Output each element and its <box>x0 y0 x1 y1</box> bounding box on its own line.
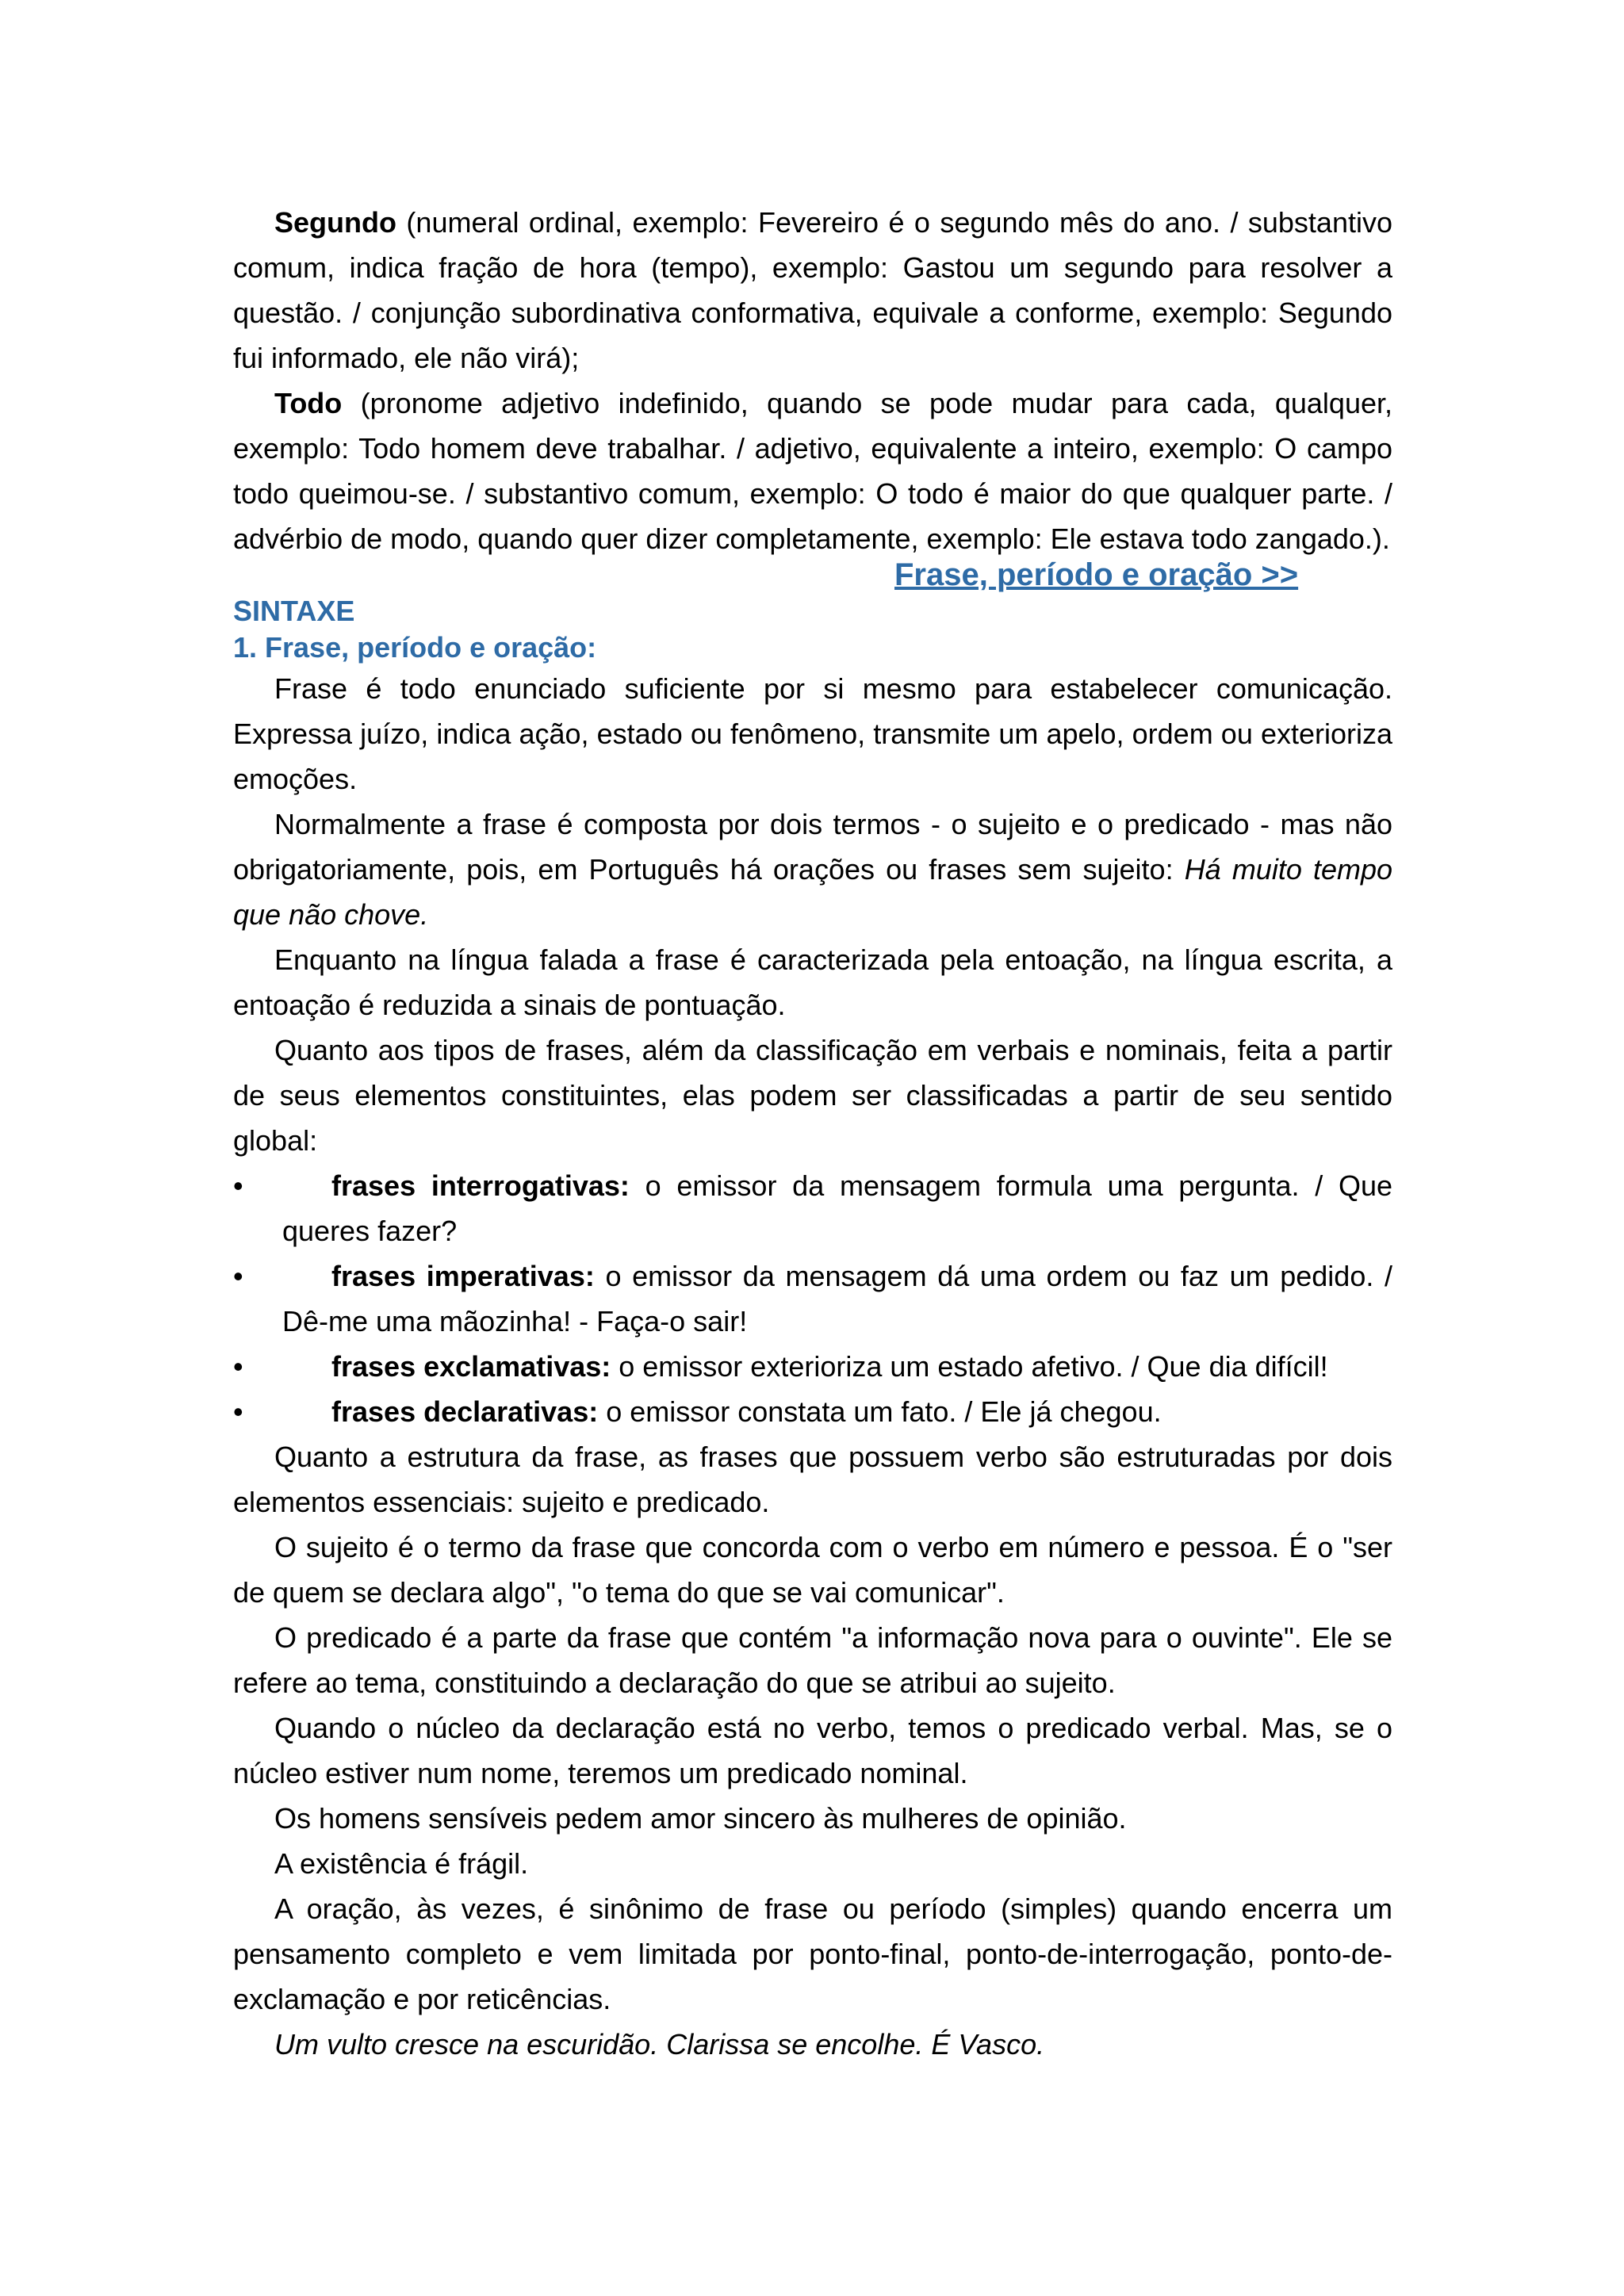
link-row <box>233 557 1392 593</box>
paragraph-entoacao: Enquanto na língua falada a frase é caracterizada pela entoação, na língua escrita, a entoação é reduzida a sinais de pontuação. <box>233 943 1392 1021</box>
paragraph-nucleo: Quando o núcleo da declaração está no verbo, temos o predicado verbal. Mas, se o núcleo estiver num nome, teremos um predicado nominal. <box>233 1712 1392 1789</box>
paragraph-estrutura: Quanto a estrutura da frase, as frases que possuem verbo são estruturadas por dois elementos essenciais: sujeito e predicado. <box>233 1441 1392 1518</box>
list-item-term: frases interrogativas: <box>331 1169 630 1202</box>
bullet-list <box>233 1163 1392 1434</box>
section-heading: SINTAXE <box>233 595 355 627</box>
paragraph-sujeito-predicado <box>233 802 1392 937</box>
example-text: Há muito tempo que não chove. <box>233 853 1393 931</box>
paragraph-text: Normalmente a frase é composta por dois termos - o sujeito e o predicado - mas não obrigatoriamente, pois, em Português há orações ou frases sem sujeito: <box>233 808 1392 886</box>
paragraph-sujeito: O sujeito é o termo da frase que concorda com o verbo em número e pessoa. É o "ser de quem se declara algo", "o tema do que se vai comunicar". <box>233 1531 1392 1609</box>
paragraph-oracao: A oração, às vezes, é sinônimo de frase ou período (simples) quando encerra um pensamento completo e vem limitada por ponto-final, ponto-de-interrogação, ponto-de-exclamação e por reticências. <box>233 1892 1392 2015</box>
definition-segundo: (numeral ordinal, exemplo: Fevereiro é o segundo mês do ano. / substantivo comum, indica fração de hora (tempo), exemplo: Gastou um segundo para resolver a questão. / conjunção subordinativa conformativa, equivale a conforme, exemplo: Segundo fui informado, ele não virá); <box>233 206 1392 374</box>
list-item-text: o emissor da mensagem formula uma pergunta. / Que queres fazer? <box>282 1169 1392 1247</box>
list-item <box>233 1163 1392 1253</box>
list-item-text: o emissor exterioriza um estado afetivo. / Que dia difícil! <box>611 1350 1328 1383</box>
bullet-icon: • <box>233 1260 243 1292</box>
list-item-term: frases declarativas: <box>331 1395 599 1428</box>
definition-todo: (pronome adjetivo indefinido, quando se pode mudar para cada, qualquer, exemplo: Todo homem deve trabalhar. / adjetivo, equivalente a inteiro, exemplo: O campo todo queimou-se. / substantivo comum, exemplo: O todo é maior do que qualquer parte. / advérbio de modo, quando quer dizer completamente, exemplo: Ele estava todo zangado.). <box>233 387 1392 555</box>
list-item-term: frases imperativas: <box>331 1260 595 1292</box>
next-section-link[interactable]: Frase, período e oração >> <box>894 557 1299 592</box>
list-item <box>233 1253 1392 1344</box>
example-sentence: Os homens sensíveis pedem amor sincero às mulheres de opinião. <box>274 1802 1127 1835</box>
document-page <box>233 200 1392 2067</box>
paragraph-frase-definition: Frase é todo enunciado suficiente por si mesmo para estabelecer comunicação. Expressa juízo, indica ação, estado ou fenômeno, transmite um apelo, ordem ou exterioriza emoções. <box>233 672 1392 795</box>
bullet-icon: • <box>233 1350 243 1383</box>
paragraph-segundo <box>233 200 1392 381</box>
term-todo: Todo <box>274 387 343 419</box>
subsection-heading: 1. Frase, período e oração: <box>233 631 597 664</box>
list-item-text: o emissor constata um fato. / Ele já chegou. <box>598 1395 1162 1428</box>
paragraph-tipos-frases: Quanto aos tipos de frases, além da classificação em verbais e nominais, feita a partir de seus elementos constituintes, elas podem ser classificadas a partir de seu sentido global: <box>233 1034 1392 1157</box>
term-segundo: Segundo <box>274 206 396 239</box>
paragraph-todo <box>233 381 1392 561</box>
example-text: Um vulto cresce na escuridão. Clarissa se encolhe. É Vasco. <box>274 2028 1045 2061</box>
list-item <box>233 1389 1392 1434</box>
list-item-term: frases exclamativas: <box>331 1350 611 1383</box>
bullet-icon: • <box>233 1395 243 1428</box>
example-italic-sentence <box>233 2022 1392 2067</box>
list-item-text: o emissor da mensagem dá uma ordem ou faz um pedido. / Dê-me uma mãozinha! - Faça-o sair! <box>282 1260 1392 1337</box>
example-sentence: A existência é frágil. <box>274 1847 529 1880</box>
list-item <box>233 1344 1392 1389</box>
paragraph-predicado: O predicado é a parte da frase que contém "a informação nova para o ouvinte". Ele se refere ao tema, constituindo a declaração do que se atribui ao sujeito. <box>233 1621 1392 1699</box>
bullet-icon: • <box>233 1169 243 1202</box>
